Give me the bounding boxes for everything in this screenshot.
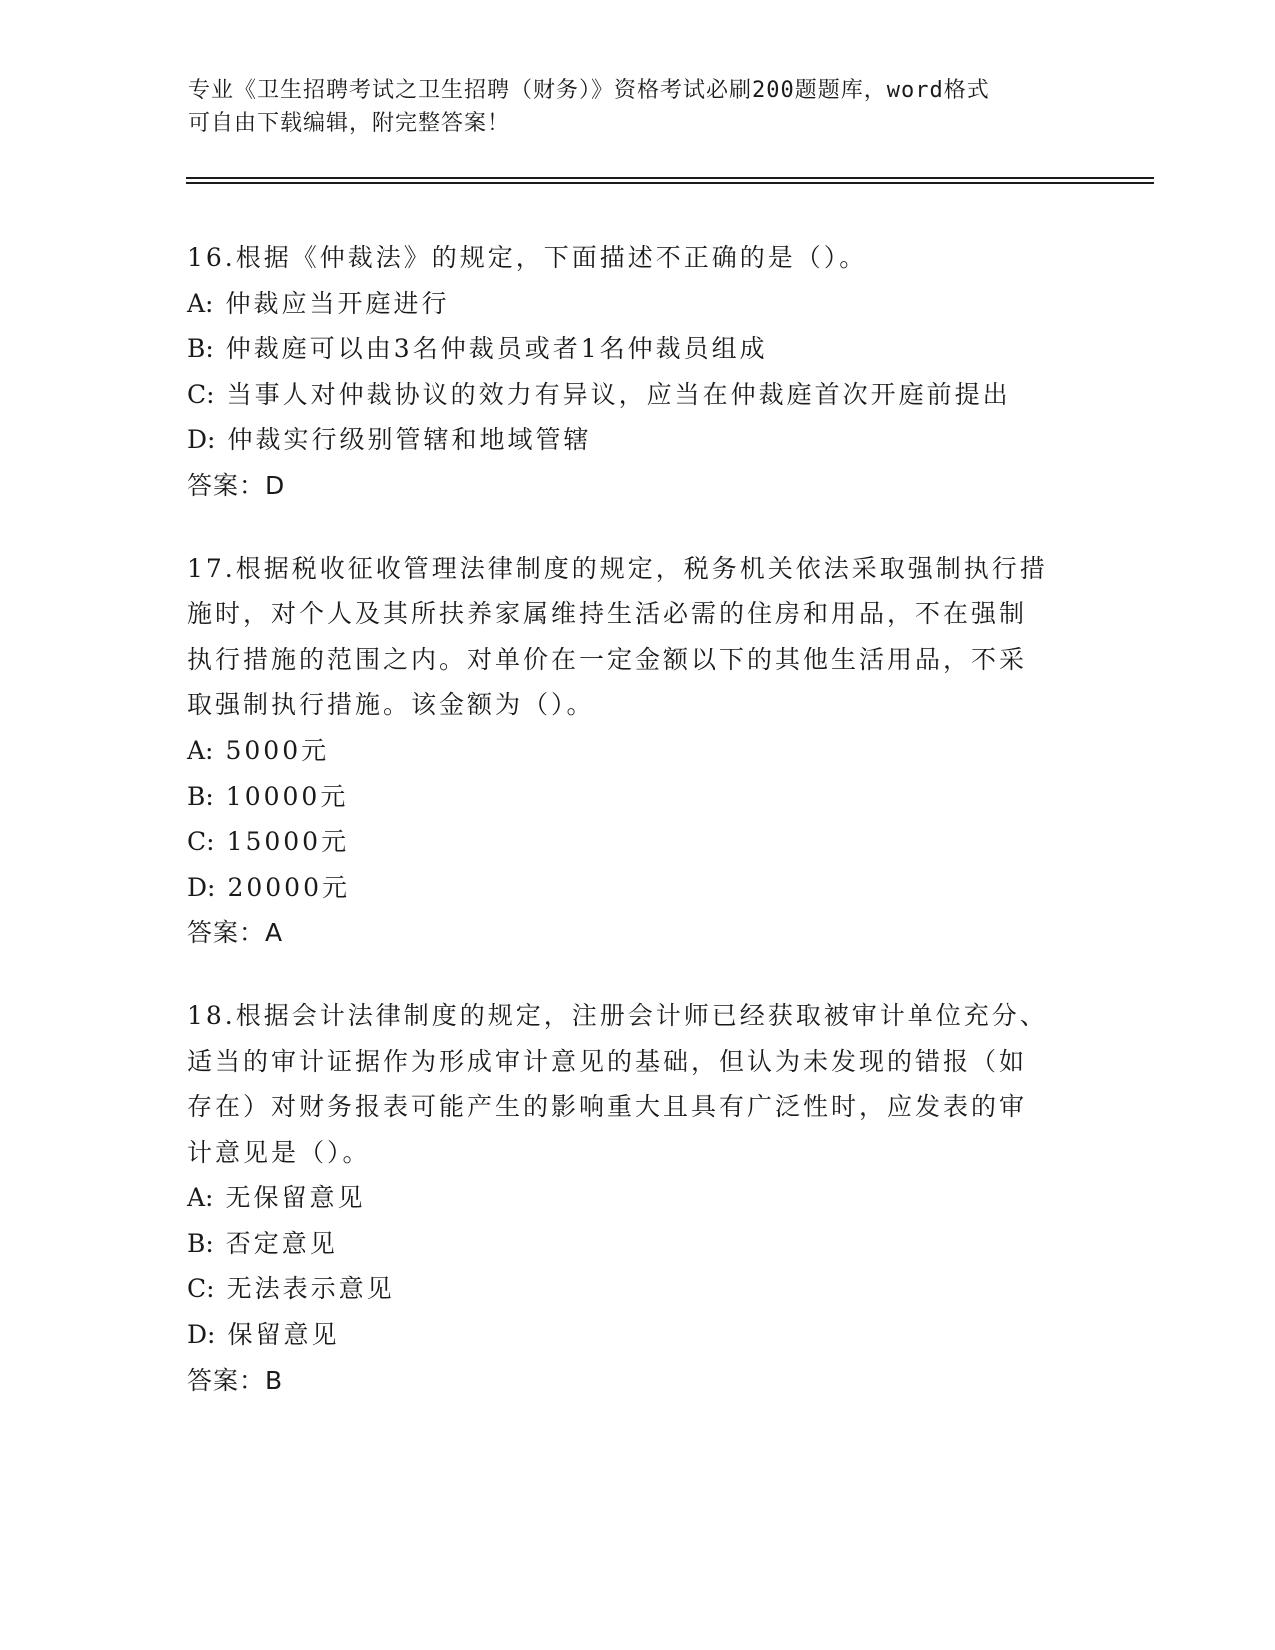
option-label: A: bbox=[187, 1183, 214, 1213]
option-label: C: bbox=[187, 827, 215, 857]
option-label: C: bbox=[187, 379, 215, 409]
question-stem: 18.根据会计法律制度的规定，注册会计师已经获取被审计单位充分、 bbox=[187, 1000, 1048, 1030]
option-text: 仲裁庭可以由3名仲裁员或者1名仲裁员组成 bbox=[225, 334, 768, 364]
option-b bbox=[187, 1221, 1087, 1267]
option-c bbox=[187, 819, 1087, 865]
option-text: 仲裁应当开庭进行 bbox=[225, 288, 450, 318]
option-text: 20000元 bbox=[227, 872, 350, 902]
option-a bbox=[187, 281, 1087, 327]
header-line: 可自由下载编辑，附完整答案！ bbox=[188, 111, 511, 136]
question-stem: 执行措施的范围之内。对单价在一定金额以下的其他生活用品，不采 bbox=[187, 644, 1028, 674]
option-d bbox=[187, 417, 1087, 463]
question-stem: 计意见是（）。 bbox=[187, 1137, 371, 1167]
option-label: B: bbox=[187, 334, 214, 364]
option-b bbox=[187, 326, 1087, 372]
header-divider-top bbox=[186, 177, 1154, 179]
option-label: D: bbox=[187, 1320, 216, 1350]
question-18 bbox=[187, 993, 1087, 1403]
option-label: C: bbox=[187, 1274, 215, 1304]
option-b bbox=[187, 774, 1087, 820]
option-text: 否定意见 bbox=[225, 1228, 338, 1258]
option-text: 无法表示意见 bbox=[226, 1274, 395, 1304]
option-label: B: bbox=[187, 781, 214, 811]
option-label: A: bbox=[187, 735, 214, 765]
option-d bbox=[187, 1312, 1087, 1358]
header-divider-bottom bbox=[186, 182, 1154, 184]
question-stem: 16.根据《仲裁法》的规定，下面描述不正确的是（）。 bbox=[187, 243, 868, 272]
option-c bbox=[187, 1266, 1087, 1312]
option-d bbox=[187, 865, 1087, 911]
answer-line: 答案：A bbox=[187, 918, 284, 948]
option-a bbox=[187, 728, 1087, 774]
question-stem: 存在）对财务报表可能产生的影响重大且具有广泛性时，应发表的审 bbox=[187, 1092, 1028, 1122]
option-text: 仲裁实行级别管辖和地域管辖 bbox=[227, 425, 592, 455]
answer-line: 答案：D bbox=[187, 470, 286, 500]
question-stem: 17.根据税收征收管理法律制度的规定，税务机关依法采取强制执行措 bbox=[187, 553, 1048, 583]
question-17 bbox=[187, 546, 1087, 956]
question-stem: 适当的审计证据作为形成审计意见的基础，但认为未发现的错报（如 bbox=[187, 1046, 1028, 1076]
option-text: 无保留意见 bbox=[225, 1183, 366, 1213]
answer-line: 答案：B bbox=[187, 1365, 284, 1395]
option-label: A: bbox=[187, 288, 214, 318]
document-header bbox=[188, 74, 1088, 140]
option-text: 当事人对仲裁协议的效力有异议，应当在仲裁庭首次开庭前提出 bbox=[226, 379, 1011, 409]
question-16 bbox=[187, 235, 1087, 509]
option-text: 15000元 bbox=[226, 827, 350, 857]
question-stem: 取强制执行措施。该金额为（）。 bbox=[187, 690, 595, 720]
option-label: D: bbox=[187, 872, 216, 902]
question-list bbox=[187, 235, 1087, 1440]
option-a bbox=[187, 1175, 1087, 1221]
question-stem: 施时，对个人及其所扶养家属维持生活必需的住房和用品，不在强制 bbox=[187, 599, 1028, 629]
option-text: 10000元 bbox=[225, 781, 349, 811]
option-text: 5000元 bbox=[225, 735, 330, 765]
option-label: D: bbox=[187, 425, 216, 455]
option-label: B: bbox=[187, 1228, 214, 1258]
option-c bbox=[187, 372, 1087, 418]
option-text: 保留意见 bbox=[227, 1320, 340, 1350]
header-line: 专业《卫生招聘考试之卫生招聘（财务）》资格考试必刷200题题库，word格式 bbox=[188, 78, 990, 103]
